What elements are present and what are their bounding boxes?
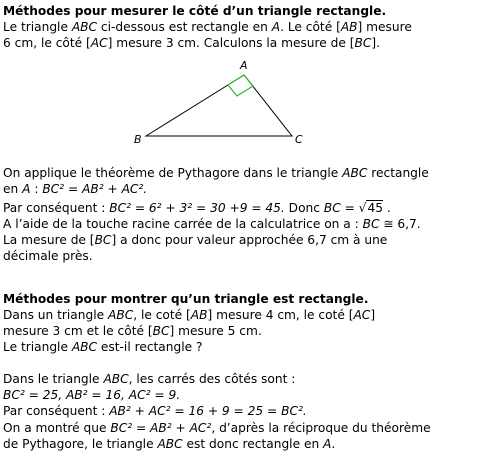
pythagoras-line-1: On applique le théorème de Pythagore dans le triangle ABC rectangle (3, 166, 429, 180)
section-title-measure-side: Méthodes pour mesurer le côté d’un triangle rectangle. (3, 4, 387, 18)
conclusion-line-1: On a montré que BC² = AB² + AC², d’après la réciproque du théorème (3, 421, 431, 435)
problem-line-2: mesure 3 cm et le côté [BC] mesure 5 cm. (3, 324, 262, 338)
conclusion-line-2: de Pythagore, le triangle ABC est donc rectangle en A. (3, 437, 336, 451)
vertex-label-b: B (134, 133, 142, 145)
squares-intro: Dans le triangle ABC, les carrés des côtés sont : (3, 372, 296, 386)
problem-question: Le triangle ABC est-il rectangle ? (3, 340, 203, 354)
squares-sum: Par conséquent : AB² + AC² = 16 + 9 = 25 = BC². (3, 404, 307, 418)
result-line-2: décimale près. (3, 249, 93, 263)
vertex-label-c: C (295, 133, 303, 145)
vertex-label-a: A (240, 59, 248, 72)
section-title-prove-right: Méthodes pour montrer qu’un triangle est rectangle. (3, 292, 369, 306)
squares-values: BC² = 25, AB² = 16, AC² = 9. (3, 388, 181, 402)
problem-line-1: Dans un triangle ABC, le coté [AB] mesure 4 cm, le coté [AC] (3, 308, 376, 322)
calculator-line: A l’aide de la touche racine carrée de la calculatrice on a : BC ≅ 6,7. (3, 217, 421, 231)
pythagoras-line-2: en A : BC² = AB² + AC². (3, 182, 148, 196)
result-line-1: La mesure de [BC] a donc pour valeur approchée 6,7 cm à une (3, 233, 388, 247)
calculation-line: Par conséquent : BC² = 6² + 3² = 30 +9 = 45. Donc BC = √45 . (3, 201, 391, 215)
right-angle-marker (228, 75, 253, 96)
intro-line-1: Le triangle ABC ci-dessous est rectangle en A. Le côté [AB] mesure (3, 20, 412, 34)
intro-line-2: 6 cm, le côté [AC] mesure 3 cm. Calculons la mesure de [BC]. (3, 36, 381, 50)
triangle-abc (146, 75, 292, 136)
triangle-figure (131, 59, 321, 145)
